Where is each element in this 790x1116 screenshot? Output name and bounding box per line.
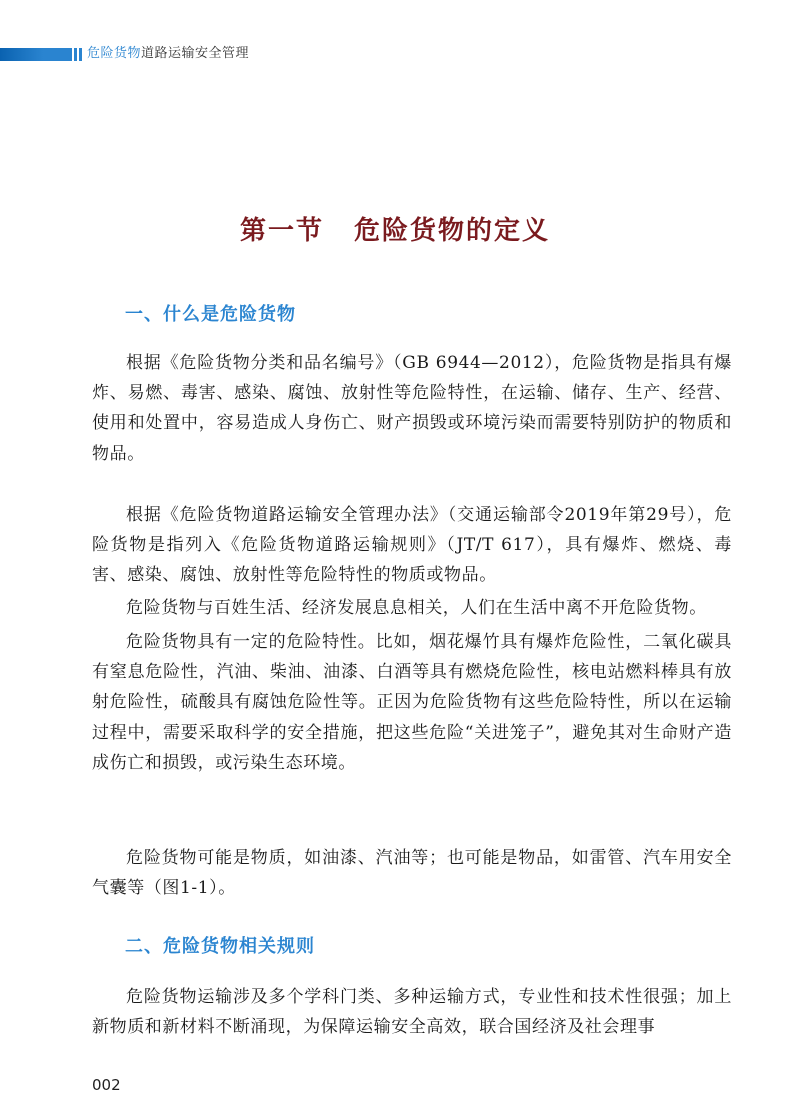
section-title xyxy=(0,210,790,247)
section-number: 第一节 xyxy=(239,216,324,246)
running-header-part2: 道路运输安全管理 xyxy=(141,46,250,61)
subsection-heading: 一、什么是危险货物 xyxy=(125,304,296,325)
running-header xyxy=(87,45,249,63)
page-number: 002 xyxy=(92,1076,121,1094)
body-paragraph: 危险货物运输涉及多个学科门类、多种运输方式，专业性和技术性很强；加上新物质和新材料不断涌现，为保障运输安全高效，联合国经济及社会理事 xyxy=(92,987,732,1038)
body-paragraph: 根据《危险货物分类和品名编号》（GB 6944—2012），危险货物是指具有爆炸、易燃、毒害、感染、腐蚀、放射性等危险特性，在运输、储存、生产、经营、使用和处置中，容易造成人身伤亡、财产损毁或环境污染而需要特别防护的物质和物品。 xyxy=(92,353,732,464)
body-paragraph: 危险货物具有一定的危险特性。比如，烟花爆竹具有爆炸危险性，二氧化碳具有窒息危险性，汽油、柴油、油漆、白酒等具有燃烧危险性，核电站燃料棒具有放射危险性，硫酸具有腐蚀危险性等。正因为危险货物有这些危险特性，所以在运输过程中，需要采取科学的安全措施，把这些危险“关进笼子”，避免其对生命财产造成伤亡和损毁，或污染生态环境。 xyxy=(92,632,732,773)
header-tick-mark xyxy=(79,48,82,61)
running-header-part1: 危险货物 xyxy=(87,46,142,61)
body-paragraph: 危险货物可能是物质，如油漆、汽油等；也可能是物品，如雷管、汽车用安全气囊等（图1-1）。 xyxy=(92,848,732,899)
body-paragraph: 危险货物与百姓生活、经济发展息息相关，人们在生活中离不开危险货物。 xyxy=(126,598,707,618)
body-paragraph: 根据《危险货物道路运输安全管理办法》（交通运输部令2019年第29号），危险货物是指列入《危险货物道路运输规则》（JT/T 617），具有爆炸、燃烧、毒害、感染、腐蚀、放射性等危险特性的物质或物品。 xyxy=(92,505,732,586)
subsection-heading: 二、危险货物相关规则 xyxy=(125,936,315,957)
header-color-bar xyxy=(0,48,72,61)
section-heading: 危险货物的定义 xyxy=(354,216,551,246)
header-tick-mark xyxy=(74,48,77,61)
